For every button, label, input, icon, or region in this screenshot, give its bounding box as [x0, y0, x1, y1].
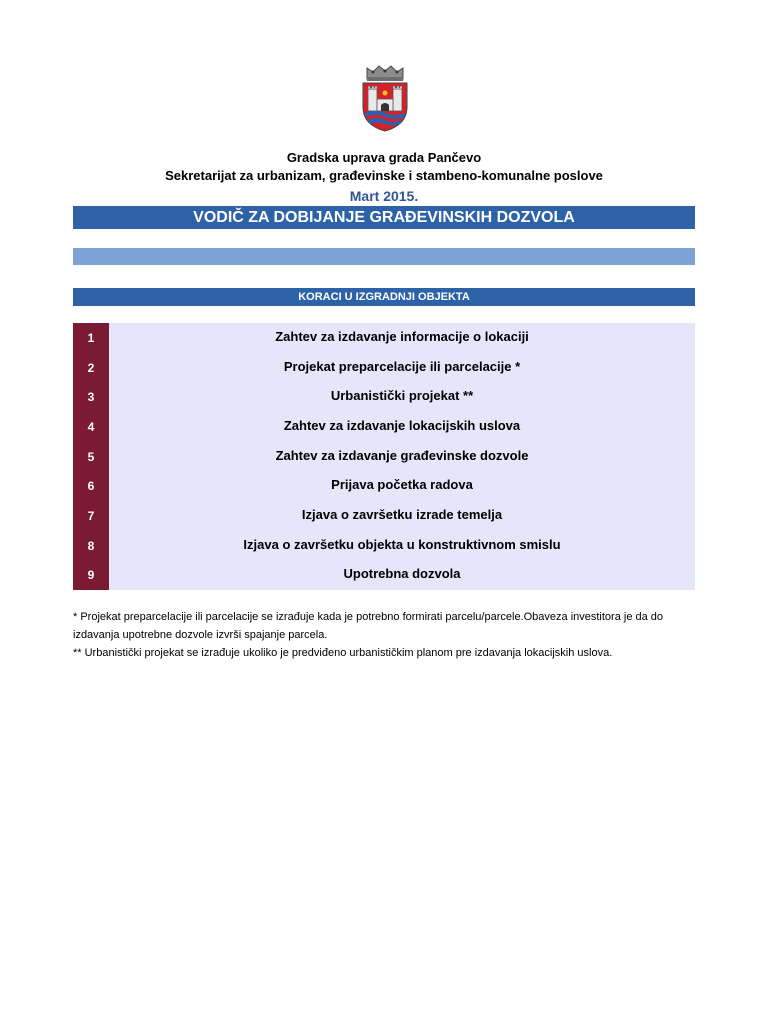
step-number: 1: [87, 331, 95, 345]
city-coat-of-arms-icon: [359, 63, 411, 133]
decorative-strip: [73, 248, 695, 265]
table-row: [73, 382, 695, 412]
step-label: Izjava o završetku izrade temelja: [301, 507, 503, 522]
step-label: Zahtev za izdavanje informacije o lokaciji: [275, 329, 529, 344]
step-number: 7: [87, 509, 95, 523]
footnote-urban-project: ** Urbanistički projekat se izrađuje ukoliko je predviđeno urbanističkim planom pre izdavanja lokacijskih uslova.: [73, 647, 613, 659]
table-row: [73, 442, 695, 472]
step-number: 5: [87, 449, 95, 464]
table-row: [73, 323, 695, 353]
step-number: 9: [87, 568, 95, 583]
step-label: Upotrebna dozvola: [343, 566, 461, 582]
step-number: 3: [87, 390, 95, 405]
header-organization: Gradska uprava grada Pančevo: [286, 150, 482, 165]
step-number: 6: [87, 479, 95, 494]
table-row: [73, 560, 695, 590]
table-row: [73, 471, 695, 501]
step-number: 4: [87, 420, 95, 434]
table-row: [73, 412, 695, 442]
section-title: KORACI U IZGRADNJI OBJEKTA: [73, 288, 695, 306]
step-label: Zahtev za izdavanje građevinske dozvole: [275, 447, 529, 463]
table-row: [73, 531, 695, 561]
step-label: Zahtev za izdavanje lokacijskih uslova: [283, 418, 521, 433]
step-label: Urbanistički projekat **: [330, 388, 474, 404]
footnote-preparcelation: * Projekat preparcelacije ili parcelacije se izrađuje kada je potrebno formirati parcelu/parcele.Obaveza investitora je da do izdavanja upotrebne dozvole izvrši spajanje parcela.: [73, 611, 664, 641]
steps-table: [73, 323, 695, 590]
step-label: Projekat preparcelacije ili parcelacije *: [283, 358, 521, 374]
header-date: Mart 2015.: [349, 188, 419, 204]
step-label: Izjava o završetku objekta u konstruktivnom smislu: [243, 536, 561, 552]
step-number: 2: [87, 360, 95, 375]
step-number: 8: [87, 538, 95, 553]
page-title: VODIČ ZA DOBIJANJE GRAĐEVINSKIH DOZVOLA: [73, 206, 695, 229]
step-label: Prijava početka radova: [331, 477, 473, 493]
table-row: [73, 353, 695, 383]
header-department: Sekretarijat za urbanizam, građevinske i stambeno-komunalne poslove: [165, 168, 603, 183]
table-row: [73, 501, 695, 531]
footnotes: [73, 608, 698, 662]
